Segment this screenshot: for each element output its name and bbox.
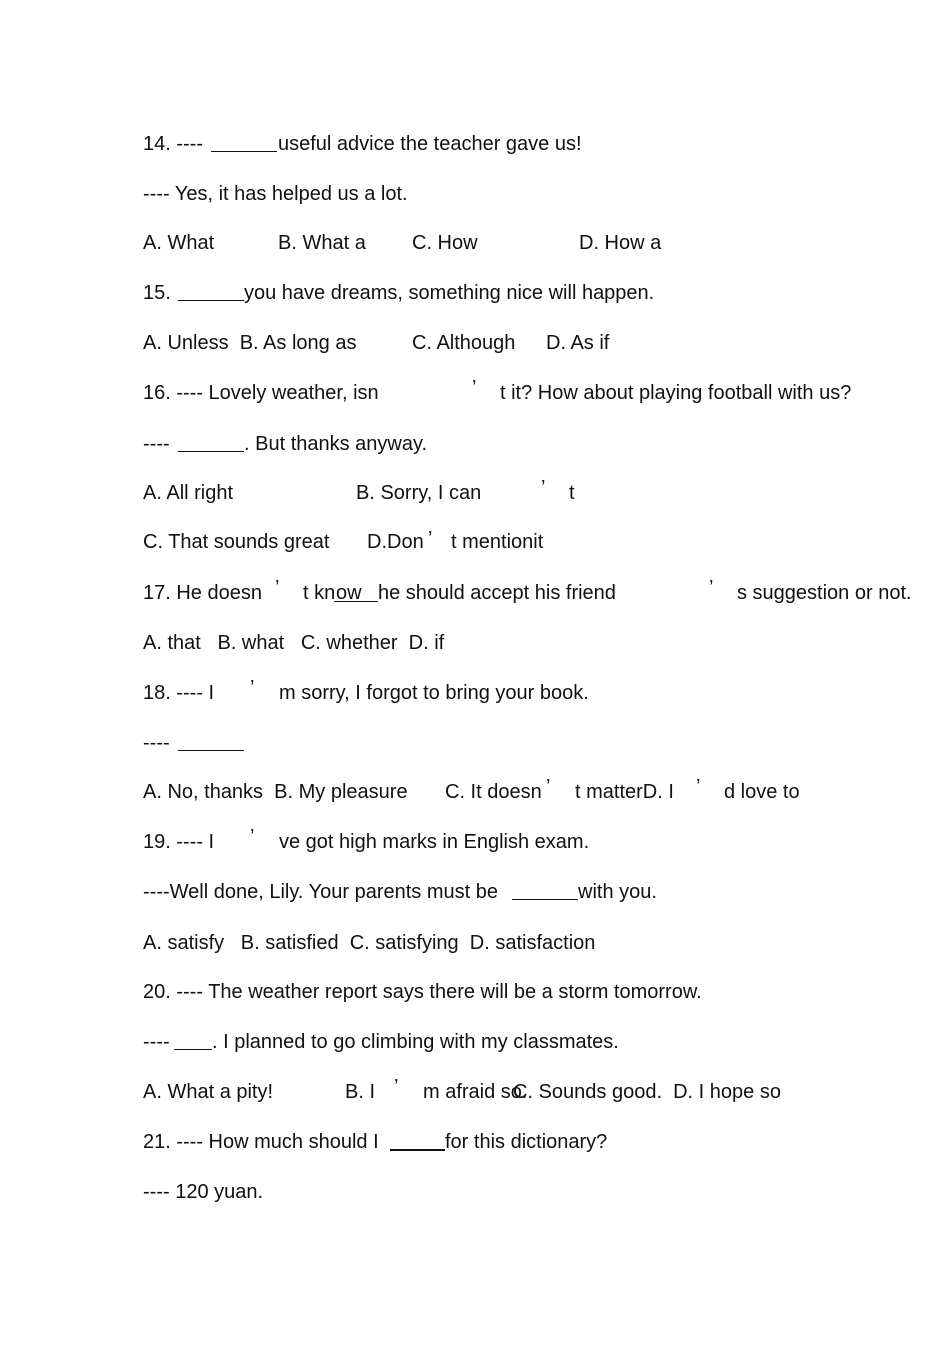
text-underline (334, 601, 378, 602)
apostrophe: ’ (709, 577, 714, 599)
option-d: D. How a (579, 232, 662, 254)
question-16-options-1 (0, 477, 950, 506)
text: for this dictionary? (445, 1131, 608, 1153)
text: useful advice the teacher gave us! (278, 133, 582, 155)
question-16-prompt (0, 377, 950, 406)
text: 14. ---- (143, 133, 209, 155)
question-14-prompt (0, 131, 950, 157)
answer-blank (390, 1149, 445, 1151)
text: 18. ---- I (143, 682, 215, 704)
text: ---- (143, 732, 176, 754)
text: t matterD. I (575, 781, 674, 803)
question-14-reply (0, 181, 950, 207)
text: you have dreams, something nice will happen. (244, 282, 655, 304)
text: t kn (303, 582, 336, 604)
apostrophe: ’ (250, 826, 255, 848)
text: ---- (143, 1031, 170, 1053)
apostrophe: ’ (696, 776, 701, 798)
text: . I planned to go climbing with my classmates. (212, 1031, 619, 1053)
text: 15. (143, 282, 177, 304)
option-b: B. What a (278, 232, 366, 254)
question-20-options (0, 1076, 950, 1105)
text: t (569, 482, 575, 504)
text: m sorry, I forgot to bring your book. (279, 682, 589, 704)
option-a-b: A. No, thanks B. My pleasure (143, 781, 408, 803)
options: A. that B. what C. whether D. if (143, 632, 445, 654)
text: 21. ---- How much should I (143, 1131, 379, 1153)
question-17-prompt (0, 577, 950, 606)
answer-blank (512, 899, 578, 900)
question-18-options (0, 776, 950, 805)
question-16-reply (0, 431, 950, 457)
text: 16. ---- Lovely weather, isn (143, 382, 379, 404)
apostrophe: ’ (428, 528, 433, 550)
question-18-prompt (0, 677, 950, 706)
answer-blank (178, 451, 244, 452)
text: s suggestion or not. (737, 582, 912, 604)
text: 20. ---- The weather report says there will be a storm tomorrow. (143, 981, 702, 1003)
option-a-b: A. Unless B. As long as (143, 332, 357, 354)
option-c-d: C. Sounds good. D. I hope so (513, 1081, 781, 1103)
option-b: B. Sorry, I can (356, 482, 482, 504)
text: 17. He doesn (143, 582, 262, 604)
option-c: C. How (412, 232, 478, 254)
option-c: C. It doesn (445, 781, 542, 803)
apostrophe: ’ (394, 1076, 399, 1098)
text: . But thanks anyway. (244, 433, 428, 455)
underlined-text: ow (336, 582, 368, 604)
option-a: A. What a pity! (143, 1081, 274, 1103)
question-21-reply (0, 1179, 950, 1205)
question-15-prompt (0, 280, 950, 306)
apostrophe: ’ (275, 577, 280, 599)
question-21-prompt (0, 1129, 950, 1155)
text: t mentionit (451, 531, 544, 553)
apostrophe: ’ (472, 377, 477, 399)
option-b: B. I (345, 1081, 376, 1103)
options: A. satisfy B. satisfied C. satisfying D. satisfaction (143, 932, 596, 954)
apostrophe: ’ (541, 477, 546, 499)
question-17-options (0, 630, 950, 656)
text: d love to (724, 781, 800, 803)
question-15-options (0, 330, 950, 356)
text: 19. ---- I (143, 831, 215, 853)
option-a: A. All right (143, 482, 234, 504)
text: ve got high marks in English exam. (279, 831, 590, 853)
option-d: D. As if (546, 332, 610, 354)
text: ---- Yes, it has helped us a lot. (143, 183, 408, 205)
text: ---- 120 yuan. (143, 1181, 264, 1203)
answer-blank (178, 300, 244, 301)
question-14-options (0, 230, 950, 256)
question-18-reply (0, 730, 950, 756)
text: with you. (578, 881, 657, 903)
text: t it? How about playing football with us? (500, 382, 852, 404)
option-d: D.Don (367, 531, 424, 553)
question-20-prompt (0, 979, 950, 1005)
apostrophe: ’ (250, 677, 255, 699)
answer-blank (178, 750, 244, 751)
question-20-reply (0, 1029, 950, 1055)
apostrophe: ’ (546, 776, 551, 798)
question-19-reply (0, 879, 950, 905)
text: m afraid so. (423, 1081, 528, 1103)
answer-blank (211, 151, 277, 152)
option-a: A. What (143, 232, 215, 254)
answer-blank (174, 1049, 212, 1050)
text: ---- (143, 433, 176, 455)
question-16-options-2 (0, 529, 950, 555)
text: he should accept his friend (378, 582, 616, 604)
question-19-prompt (0, 826, 950, 855)
option-c: C. Although (412, 332, 516, 354)
question-19-options (0, 930, 950, 956)
text: ----Well done, Lily. Your parents must be (143, 881, 498, 903)
option-c: C. That sounds great (143, 531, 330, 553)
